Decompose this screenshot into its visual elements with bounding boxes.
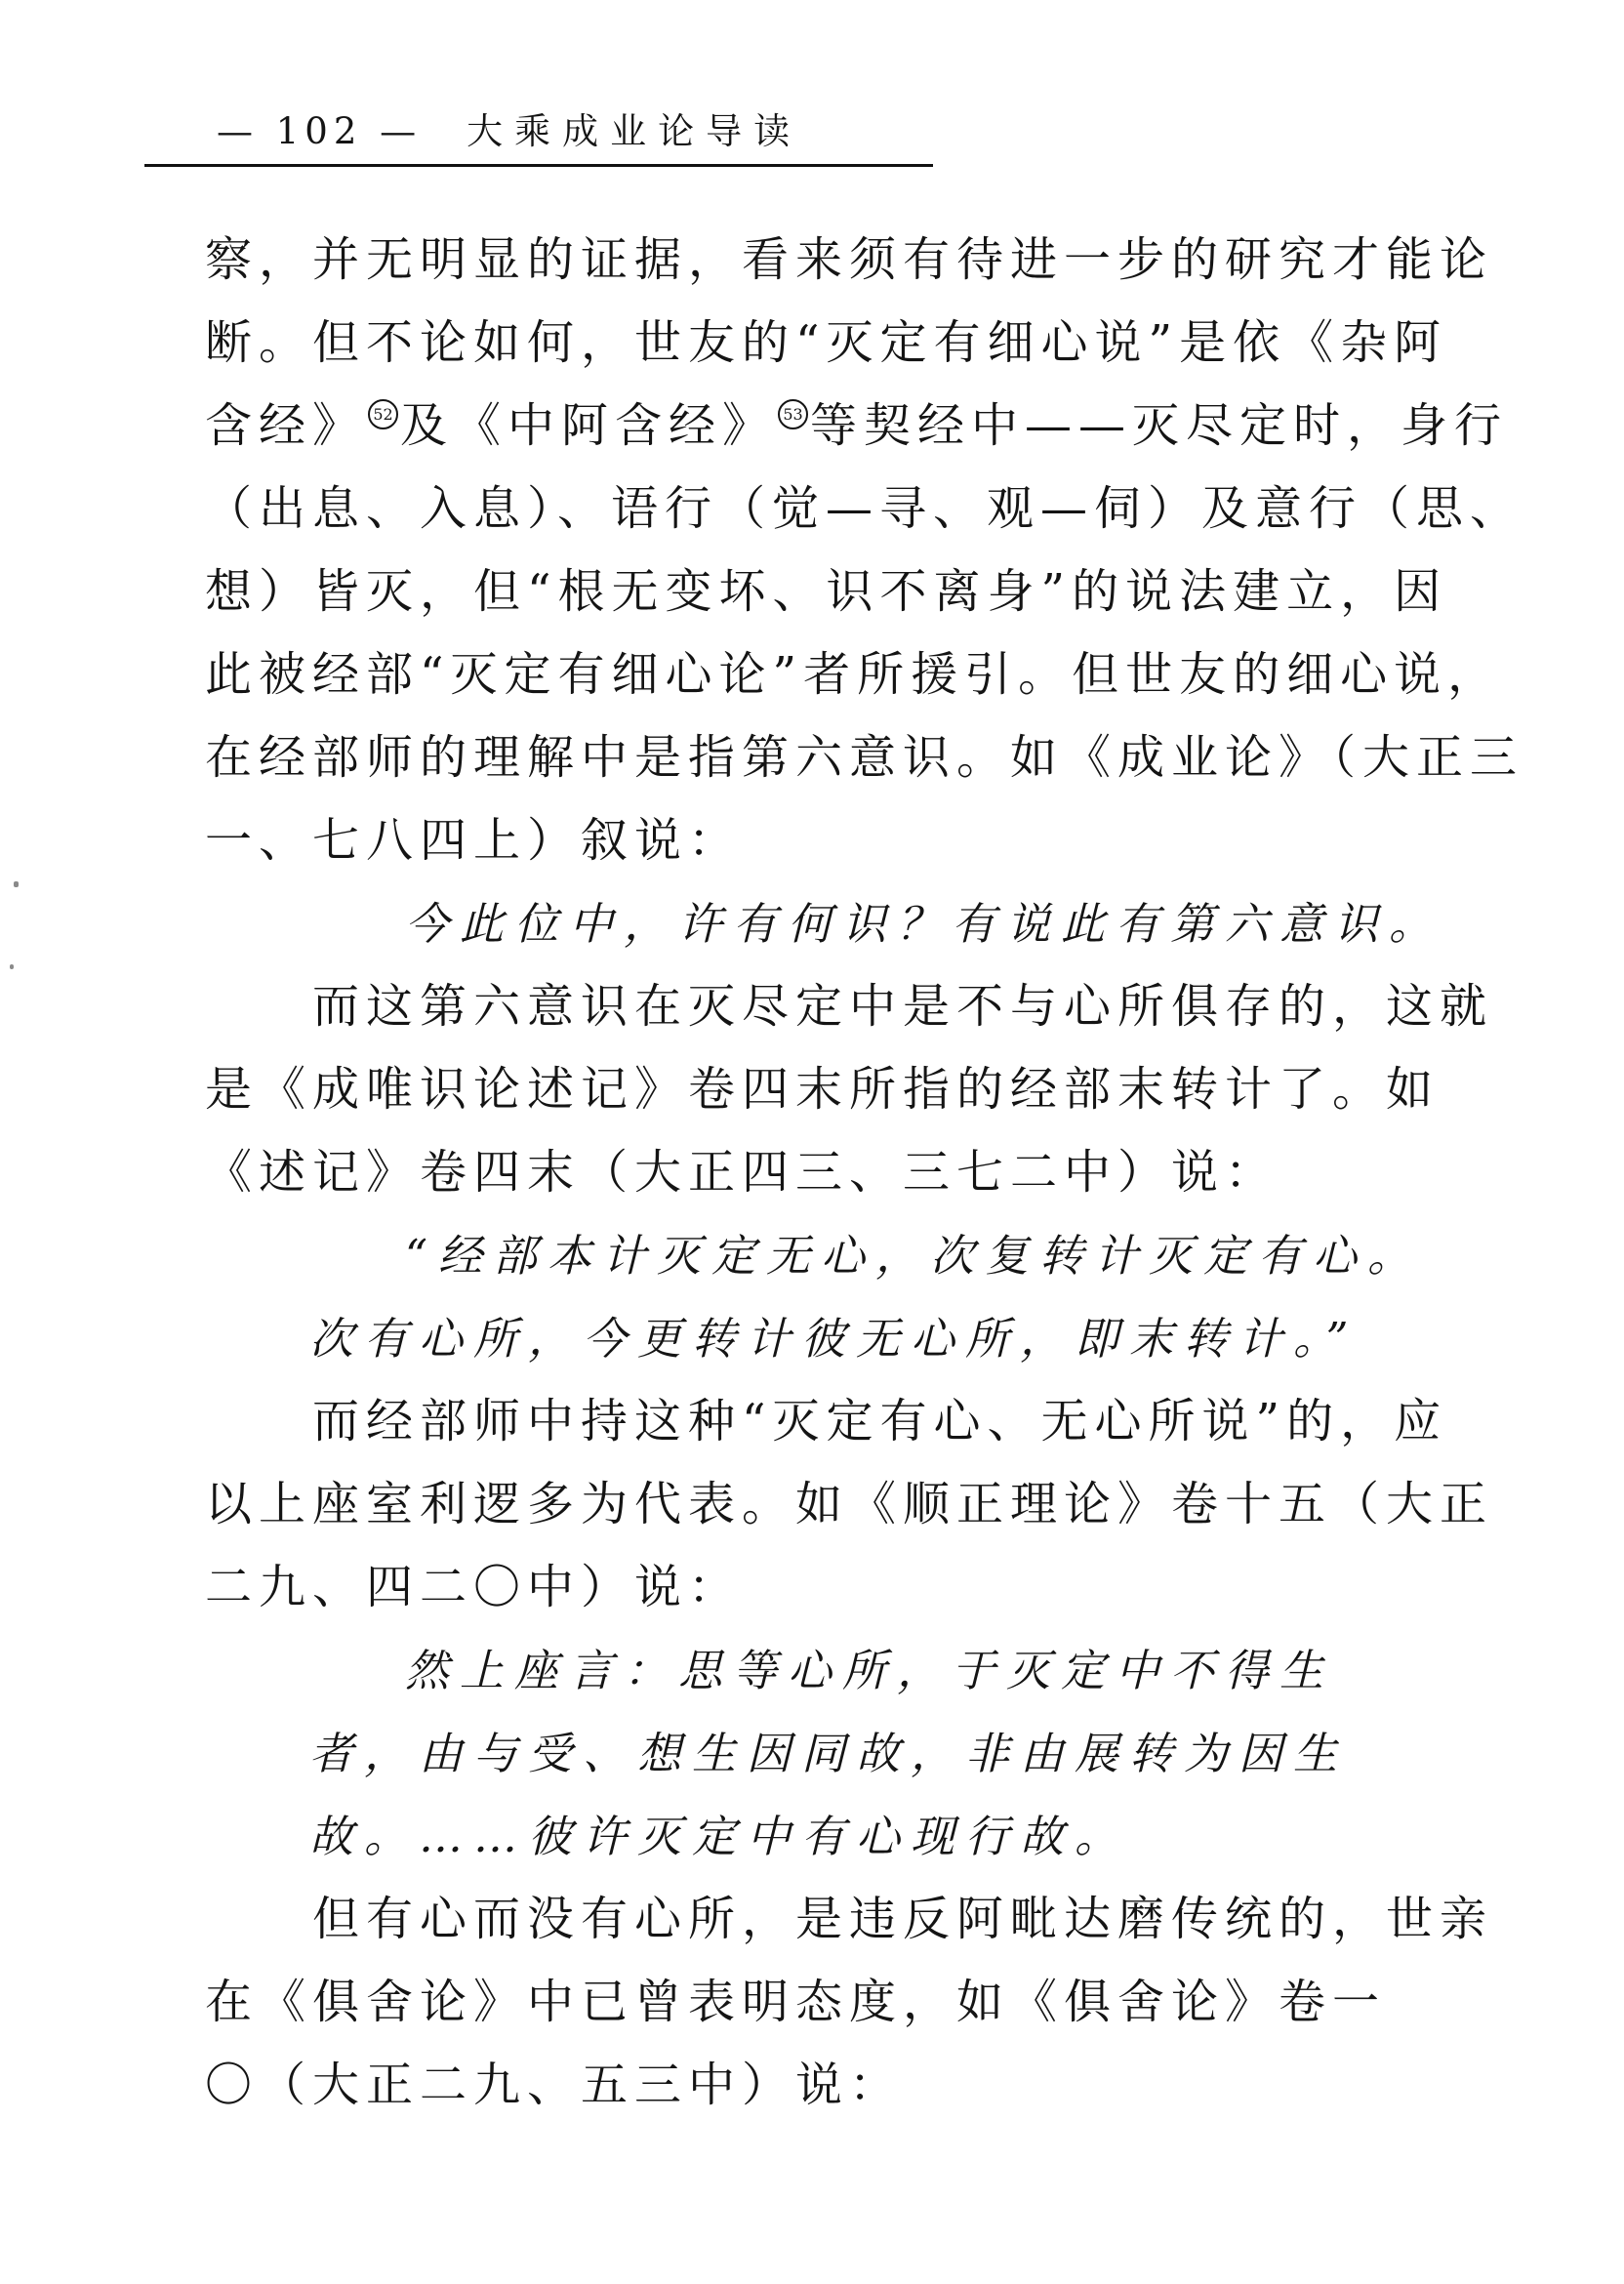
text-line bbox=[205, 219, 1503, 302]
text-line bbox=[205, 551, 1503, 633]
text-line bbox=[309, 1712, 1503, 1795]
text-line bbox=[205, 633, 1503, 716]
text-segment: 在《俱舍论》中已曾表明态度，如《俱舍论》卷一 bbox=[205, 1975, 1387, 2029]
text-line bbox=[205, 468, 1524, 551]
text-line bbox=[405, 882, 1503, 965]
running-header bbox=[217, 109, 801, 154]
text-segment: 然上座言：思等心所，于灭定中不得生 bbox=[405, 1645, 1335, 1696]
text-line bbox=[205, 302, 1503, 385]
text-segment: 在经部师的理解中是指第六意识。如《成业论》（大正三 bbox=[205, 730, 1524, 785]
scan-speck bbox=[14, 881, 19, 887]
text-segment: 含经》 bbox=[205, 398, 367, 453]
text-segment: 断。但不论如何，世友的“灭定有细心说”是依《杂阿 bbox=[205, 315, 1448, 370]
text-line bbox=[405, 1214, 1503, 1297]
text-line bbox=[312, 1878, 1503, 1961]
text-segment: 者，由与受、想生因同故，非由展转为因生 bbox=[309, 1728, 1349, 1779]
text-line bbox=[312, 965, 1503, 1048]
text-segment: 次有心所，今更转计彼无心所，即末转计。” bbox=[309, 1313, 1360, 1365]
text-segment: 而经部师中持这种“灭定有心、无心所说”的，应 bbox=[312, 1394, 1448, 1448]
text-line bbox=[205, 799, 1503, 882]
text-segment: 察，并无明显的证据，看来须有待进一步的研究才能论 bbox=[205, 232, 1494, 287]
text-segment: （出息、入息）、语行（觉—寻、观—伺）及意行（思、 bbox=[205, 481, 1524, 536]
text-segment: 是《成唯识论述记》卷四末所指的经部末转计了。如 bbox=[205, 1062, 1441, 1117]
book-title: 大乘成业论导读 bbox=[467, 110, 802, 152]
text-segment: 二九、四二〇中）说： bbox=[205, 1560, 743, 1614]
footnote-marker: 52 bbox=[368, 399, 398, 429]
footnote-marker: 53 bbox=[778, 399, 808, 429]
text-line bbox=[205, 2044, 1503, 2127]
text-line bbox=[405, 1629, 1503, 1712]
page-number: — 102 — bbox=[217, 110, 423, 152]
text-segment: 故。……彼许灭定中有心现行故。 bbox=[309, 1811, 1130, 1862]
text-line bbox=[309, 1297, 1503, 1380]
text-segment: 今此位中，许有何识？有说此有第六意识。 bbox=[405, 898, 1444, 950]
text-segment: 而这第六意识在灭尽定中是不与心所俱存的，这就 bbox=[312, 979, 1494, 1034]
text-line bbox=[205, 716, 1524, 799]
text-segment: 及《中阿含经》 bbox=[400, 398, 777, 453]
text-segment: 此被经部“灭定有细心论”者所援引。但世友的细心说， bbox=[205, 647, 1502, 702]
text-line bbox=[312, 1380, 1503, 1463]
text-segment: 以上座室利逻多为代表。如《顺正理论》卷十五（大正 bbox=[205, 1477, 1494, 1531]
text-line bbox=[205, 1463, 1503, 1546]
text-line bbox=[205, 1546, 1503, 1629]
text-segment: 但有心而没有心所，是违反阿毗达磨传统的，世亲 bbox=[312, 1892, 1494, 1946]
text-line bbox=[205, 385, 1509, 468]
text-segment: 等契经中——灭尽定时，身行 bbox=[810, 398, 1509, 453]
text-segment: 想）皆灭，但“根无变坏、识不离身”的说法建立，因 bbox=[205, 564, 1448, 619]
text-segment: 《述记》卷四末（大正四三、三七二中）说： bbox=[205, 1145, 1279, 1200]
text-block bbox=[205, 219, 1524, 2127]
text-segment: 〇（大正二九、五三中）说： bbox=[205, 2058, 904, 2112]
header-rule bbox=[144, 164, 933, 167]
scan-speck bbox=[10, 964, 14, 969]
text-line bbox=[309, 1795, 1503, 1878]
text-line bbox=[205, 1961, 1503, 2044]
text-segment: 一、七八四上）叙说： bbox=[205, 813, 743, 868]
text-segment: “经部本计灭定无心，次复转计灭定有心。 bbox=[405, 1230, 1423, 1282]
text-line bbox=[205, 1048, 1503, 1131]
text-line bbox=[205, 1131, 1503, 1214]
